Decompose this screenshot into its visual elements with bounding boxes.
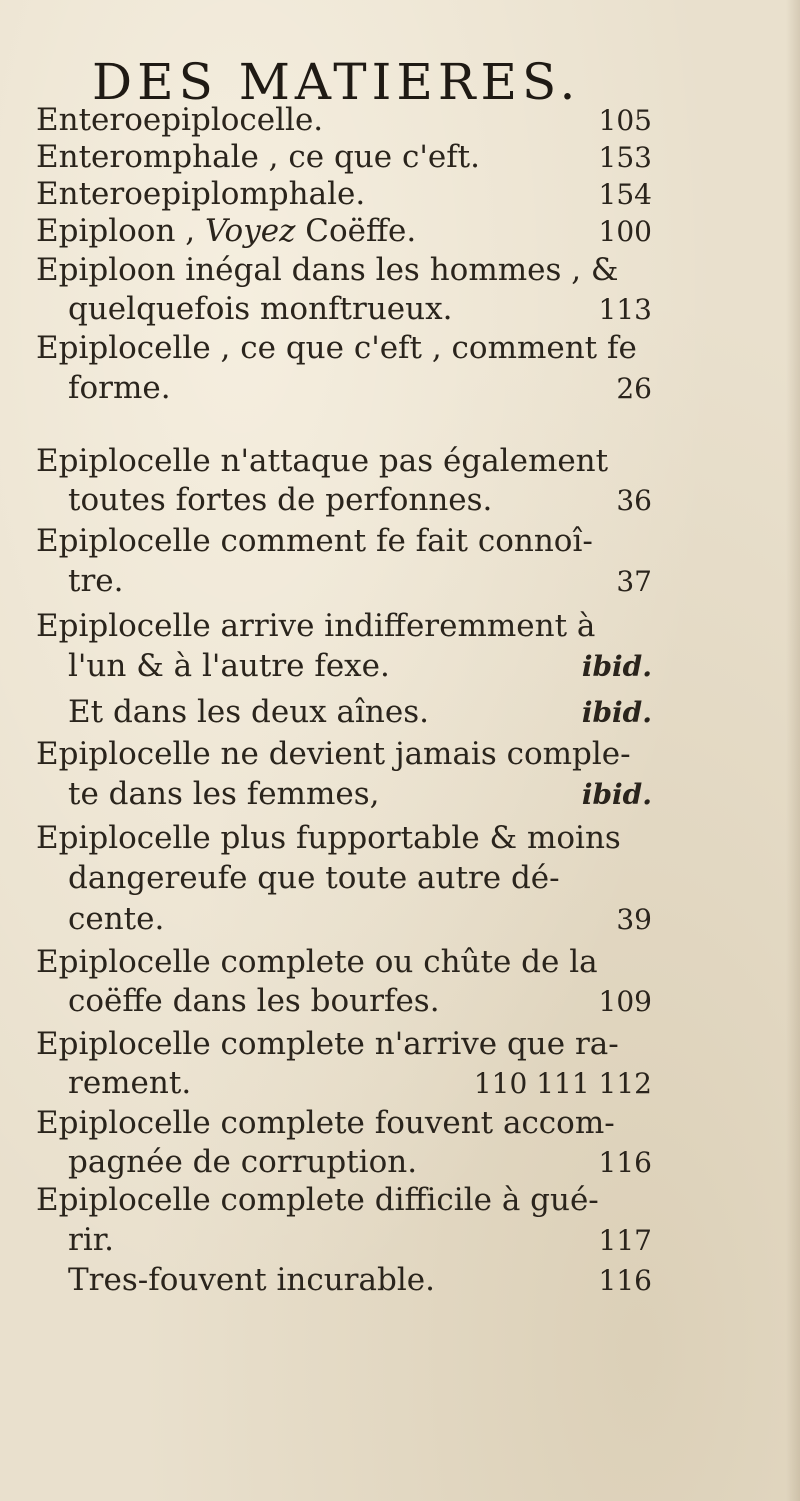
entry-continuation: dangereufe que toute autre dé- <box>68 860 560 896</box>
entry-text: Epiplocelle complete fouvent accom- <box>36 1105 615 1141</box>
entry-text: Epiplocelle n'attaque pas également <box>36 443 609 479</box>
entry-continuation: cente. <box>68 901 165 937</box>
entry-page: 153 <box>598 141 652 174</box>
entry-page: 113 <box>598 293 652 326</box>
entry-text: Epiplocelle arrive indifferemment à <box>36 608 596 644</box>
entry-continuation: l'un & à l'autre fexe. <box>68 648 390 684</box>
entry-text-pre: Epiploon , <box>36 213 206 249</box>
entry-page: 116 <box>598 1264 652 1297</box>
entry-text: Enteromphale , ce que c'eft. <box>36 139 480 175</box>
entry-continuation: quelquefois monftrueux. <box>68 291 453 327</box>
entry-page: 39 <box>616 903 652 936</box>
entry-continuation: rir. <box>68 1222 115 1258</box>
entry-page: 116 <box>598 1146 652 1179</box>
entry-text: Enteroepiplomphale. <box>36 176 366 212</box>
entry-text-post: Coëffe. <box>295 213 417 249</box>
entry-text: Epiplocelle complete difficile à gué- <box>36 1182 599 1218</box>
entry-text: Epiplocelle plus fupportable & moins <box>36 820 621 856</box>
entry-page: 105 <box>598 104 652 137</box>
entry-page: 37 <box>616 565 652 598</box>
entry-continuation: tre. <box>68 563 124 599</box>
entry-page-ibid: ibid. <box>581 696 652 729</box>
entry-text: Et dans les deux aînes. <box>68 694 429 730</box>
entry-page: 110 111 112 <box>473 1067 652 1100</box>
entry-continuation: forme. <box>68 370 171 406</box>
entry-text: Epiplocelle complete ou chûte de la <box>36 944 598 980</box>
entry-text <box>36 211 416 251</box>
entry-continuation: rement. <box>68 1065 192 1101</box>
entry-page: 100 <box>598 215 652 248</box>
entry-continuation: pagnée de corruption. <box>68 1144 418 1180</box>
entry-continuation: te dans les femmes, <box>68 776 380 812</box>
entry-continuation: toutes fortes de perfonnes. <box>68 482 493 518</box>
entry-text: Epiplocelle comment fe fait connoî- <box>36 523 593 559</box>
entry-text: Epiplocelle ne devient jamais comple- <box>36 736 631 772</box>
entry-text: Epiplocelle complete n'arrive que ra- <box>36 1026 619 1062</box>
entry-page-ibid: ibid. <box>581 778 652 811</box>
entry-text: Epiploon inégal dans les hommes , & <box>36 252 619 288</box>
entry-page: 26 <box>616 372 652 405</box>
entry-continuation: coëffe dans les bourfes. <box>68 983 440 1019</box>
entry-page: 154 <box>598 178 652 211</box>
entry-text: Enteroepiplocelle. <box>36 102 324 138</box>
entry-page-ibid: ibid. <box>581 650 652 683</box>
entry-text: Tres-fouvent incurable. <box>68 1262 435 1298</box>
entry-page: 117 <box>598 1224 652 1257</box>
entry-page: 109 <box>598 985 652 1018</box>
entry-text: Epiplocelle , ce que c'eft , comment fe <box>36 330 637 366</box>
page-header: DES MATIERES. <box>92 53 581 111</box>
entry-page: 36 <box>616 484 652 517</box>
entry-text-italic: Voyez <box>205 213 296 249</box>
